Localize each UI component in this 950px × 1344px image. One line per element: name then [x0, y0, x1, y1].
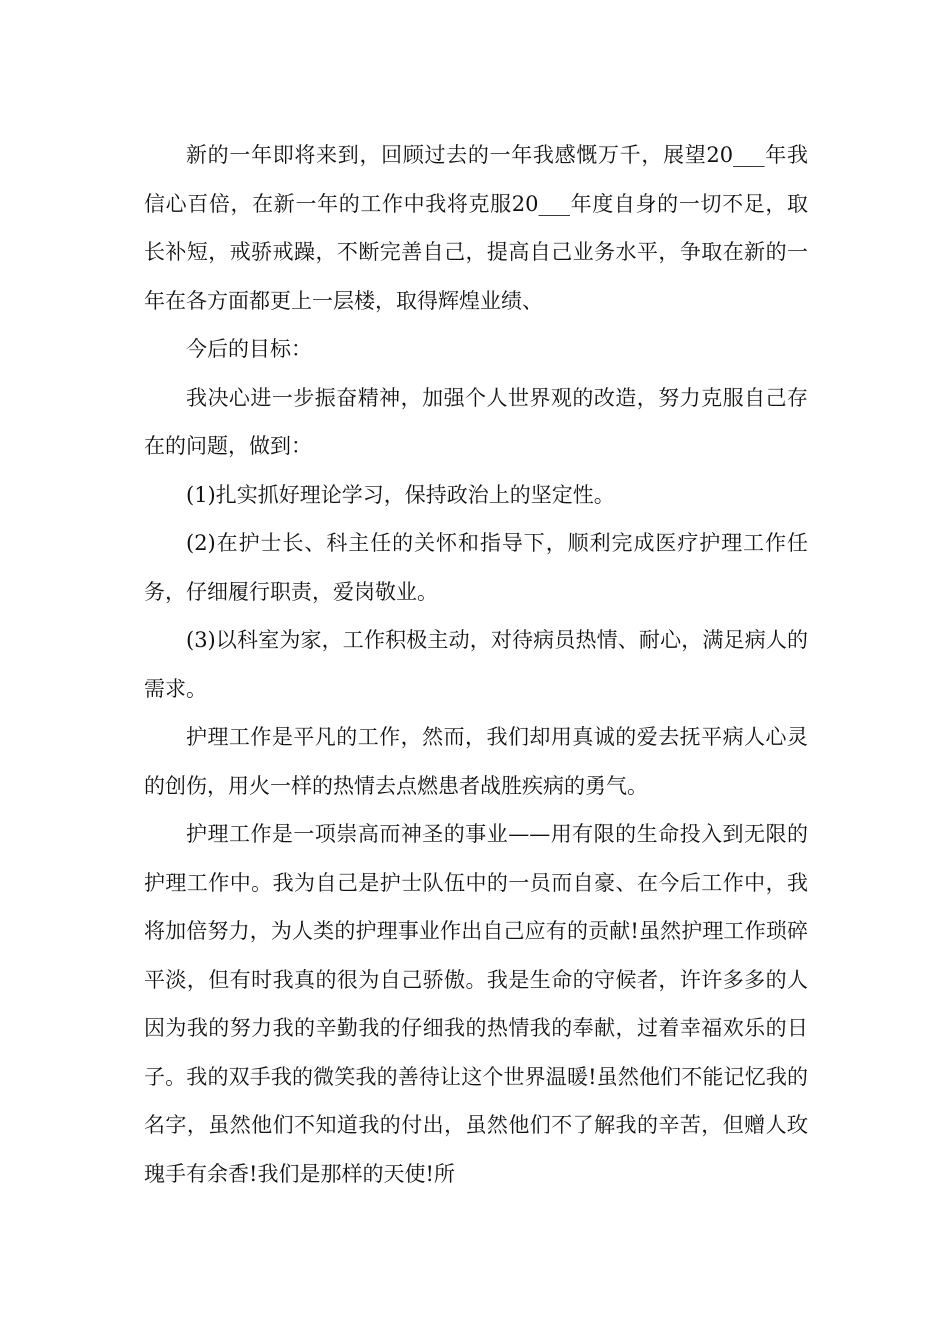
paragraph-goals-heading: 今后的目标：: [186, 337, 312, 361]
paragraph-item-2: (2)在护士长、科主任的关怀和指导下，顺利完成医疗护理工作任务，仔细履行职责，爱岗敬业。: [144, 531, 808, 604]
paragraph-resolution: 我决心进一步振奋精神，加强个人世界观的改造，努力克服自己存在的问题，做到：: [144, 385, 808, 458]
paragraph-item-3: (3)以科室为家，工作积极主动，对待病员热情、耐心，满足病人的需求。: [144, 628, 808, 701]
document-body: [144, 131, 808, 1198]
paragraph-nursing-noble: 护理工作是一项崇高而神圣的事业——用有限的生命投入到无限的护理工作中。我为自己是护士队伍中的一员而自豪、在今后工作中，我将加倍努力，为人类的护理事业作出自己应有的贡献!虽然护理工作琐碎平淡，但有时我真的很为自己骄傲。我是生命的守候者，许许多多的人因为我的努力我的辛勤我的仔细我的热情我的奉献，过着幸福欢乐的日子。我的双手我的微笑我的善待让这个世界温暖!虽然他们不能记忆我的名字，虽然他们不知道我的付出，虽然他们不了解我的辛苦，但赠人玫瑰手有余香!我们是那样的天使!所: [144, 822, 808, 1186]
paragraph-item-1: (1)扎实抓好理论学习，保持政治上的坚定性。: [186, 482, 615, 507]
paragraph-nursing-ordinary: 护理工作是平凡的工作，然而，我们却用真诚的爱去抚平病人心灵的创伤，用火一样的热情去点燃患者战胜疾病的勇气。: [144, 725, 808, 798]
paragraph-intro: 新的一年即将来到，回顾过去的一年我感慨万千，展望20___年我信心百倍，在新一年的工作中我将克服20___年度自身的一切不足，取长补短，戒骄戒躁，不断完善自己，提高自己业务水平，争取在新的一年在各方面都更上一层楼，取得辉煌业绩、: [144, 143, 808, 313]
